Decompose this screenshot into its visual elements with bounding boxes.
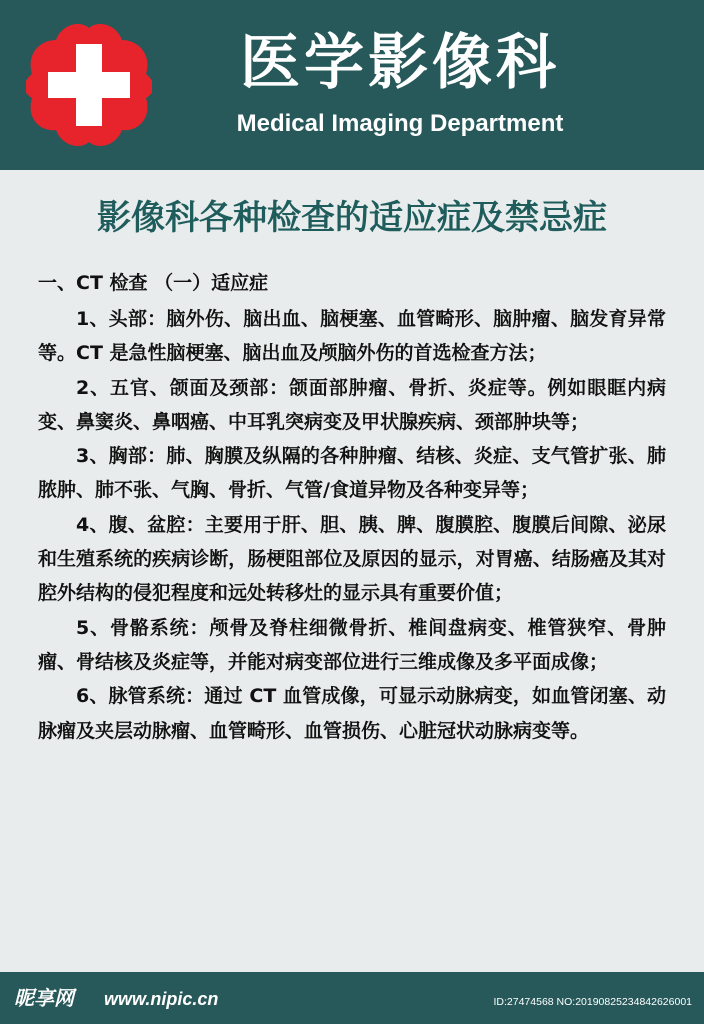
indication-paragraph: 6、脉管系统：通过 CT 血管成像，可显示动脉病变，如血管闭塞、动脉瘤及夹层动脉瘤、血管畸形、血管损伤、心脏冠状动脉病变等。 xyxy=(38,685,666,742)
indications-list xyxy=(38,302,666,748)
watermark-logo: 昵享网 xyxy=(14,986,74,1010)
indication-paragraph: 5、骨骼系统：颅骨及脊柱细微骨折、椎间盘病变、椎管狭窄、骨肿瘤、骨结核及炎症等，并能对病变部位进行三维成像及多平面成像； xyxy=(38,616,666,673)
indication-paragraph: 4、腹、盆腔：主要用于肝、胆、胰、脾、腹膜腔、腹膜后间隙、泌尿和生殖系统的疾病诊断，肠梗阻部位及原因的显示，对胃癌、结肠癌及其对腔外结构的侵犯程度和远处转移灶的显示具有重要价值； xyxy=(38,513,666,605)
page-title-english: Medical Imaging Department xyxy=(236,110,564,137)
header-banner xyxy=(0,0,704,170)
page-title: 医学影像科 xyxy=(240,28,560,98)
indication-paragraph: 1、头部：脑外伤、脑出血、脑梗塞、血管畸形、脑肿瘤、脑发育异常等。CT 是急性脑梗塞、脑出血及颅脑外伤的首选检查方法； xyxy=(38,308,666,365)
footer-bar xyxy=(0,972,704,1024)
indication-paragraph: 3、胸部：肺、胸膜及纵隔的各种肿瘤、结核、炎症、支气管扩张、肺脓肿、肺不张、气胸、骨折、气管/食道异物及各种变异等； xyxy=(38,445,666,502)
red-cross-icon xyxy=(26,22,152,148)
document-subtitle: 影像科各种检查的适应症及禁忌症 xyxy=(97,198,607,238)
watermark-url: www.nipic.cn xyxy=(104,989,219,1009)
image-id: ID:27474568 NO:20190825234842626001 xyxy=(493,996,692,1008)
indication-paragraph: 2、五官、颌面及颈部：颌面部肿瘤、骨折、炎症等。例如眼眶内病变、鼻窦炎、鼻咽癌、中耳乳突病变及甲状腺疾病、颈部肿块等； xyxy=(38,376,666,433)
section-heading: 一、CT 检查 （一）适应症 xyxy=(38,272,269,294)
